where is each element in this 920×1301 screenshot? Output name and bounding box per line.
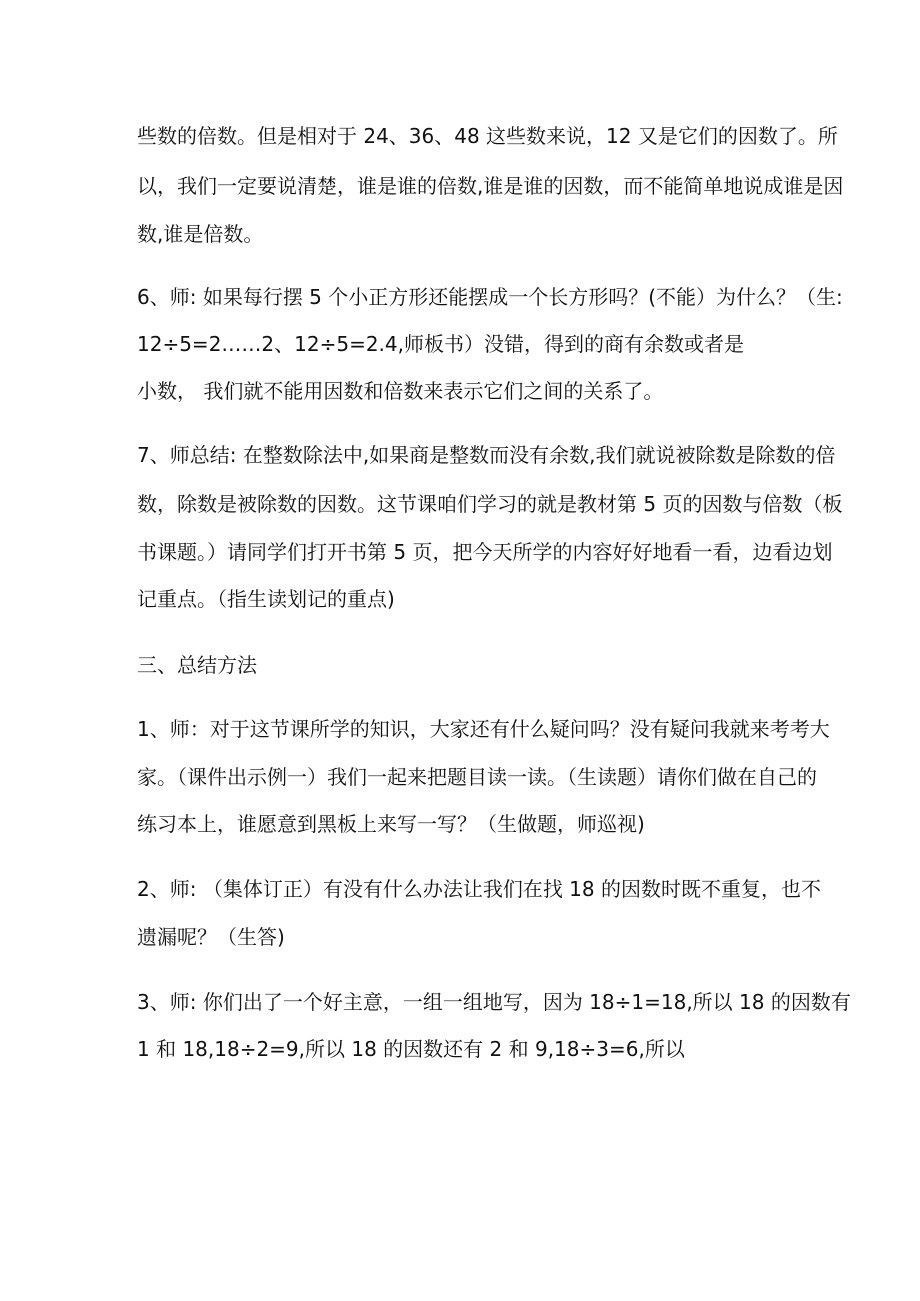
- text-line: 练习本上，谁愿意到黑板上来写一写？（生做题，师巡视): [137, 812, 645, 836]
- text-line: 以，我们一定要说清楚，谁是谁的倍数,谁是谁的因数，而不能简单地说成谁是因: [137, 174, 844, 198]
- text-line: 1、师：对于这节课所学的知识，大家还有什么疑问吗？没有疑问我就来考考大: [137, 717, 830, 741]
- text-line: 记重点。（指生读划记的重点): [137, 587, 395, 611]
- text-line: 数，除数是被除数的因数。这节课咱们学习的就是教材第 5 页的因数与倍数（板: [137, 492, 843, 516]
- text-line: 6、师: 如果每行摆 5 个小正方形还能摆成一个长方形吗？(不能）为什么？（生:: [137, 285, 843, 309]
- text-line: 3、师: 你们出了一个好主意，一组一组地写，因为 18÷1=18,所以 18 的因数有: [137, 990, 851, 1014]
- text-line: 7、师总结: 在整数除法中,如果商是整数而没有余数,我们就说被除数是除数的倍: [137, 443, 836, 467]
- text-line: 1 和 18,18÷2=9,所以 18 的因数还有 2 和 9,18÷3=6,所以: [137, 1037, 685, 1061]
- text-line: 2、师: （集体订正）有没有什么办法让我们在找 18 的因数时既不重复，也不: [137, 877, 821, 901]
- text-line: 家。（课件出示例一）我们一起来把题目读一读。（生读题）请你们做在自己的: [137, 765, 817, 789]
- text-line: 小数， 我们就不能用因数和倍数来表示它们之间的关系了。: [137, 379, 664, 403]
- text-line: 遗漏呢？（生答): [137, 925, 285, 949]
- text-line: 书课题。）请同学们打开书第 5 页，把今天所学的内容好好地看一看，边看边划: [137, 540, 833, 564]
- text-line: 12÷5=2……2、12÷5=2.4,师板书）没错，得到的商有余数或者是: [137, 332, 744, 356]
- text-line: 些数的倍数。但是相对于 24、36、48 这些数来说，12 又是它们的因数了。所: [137, 124, 838, 148]
- heading-text: 三、总结方法: [137, 653, 257, 677]
- text-line: 数,谁是倍数。: [137, 222, 264, 246]
